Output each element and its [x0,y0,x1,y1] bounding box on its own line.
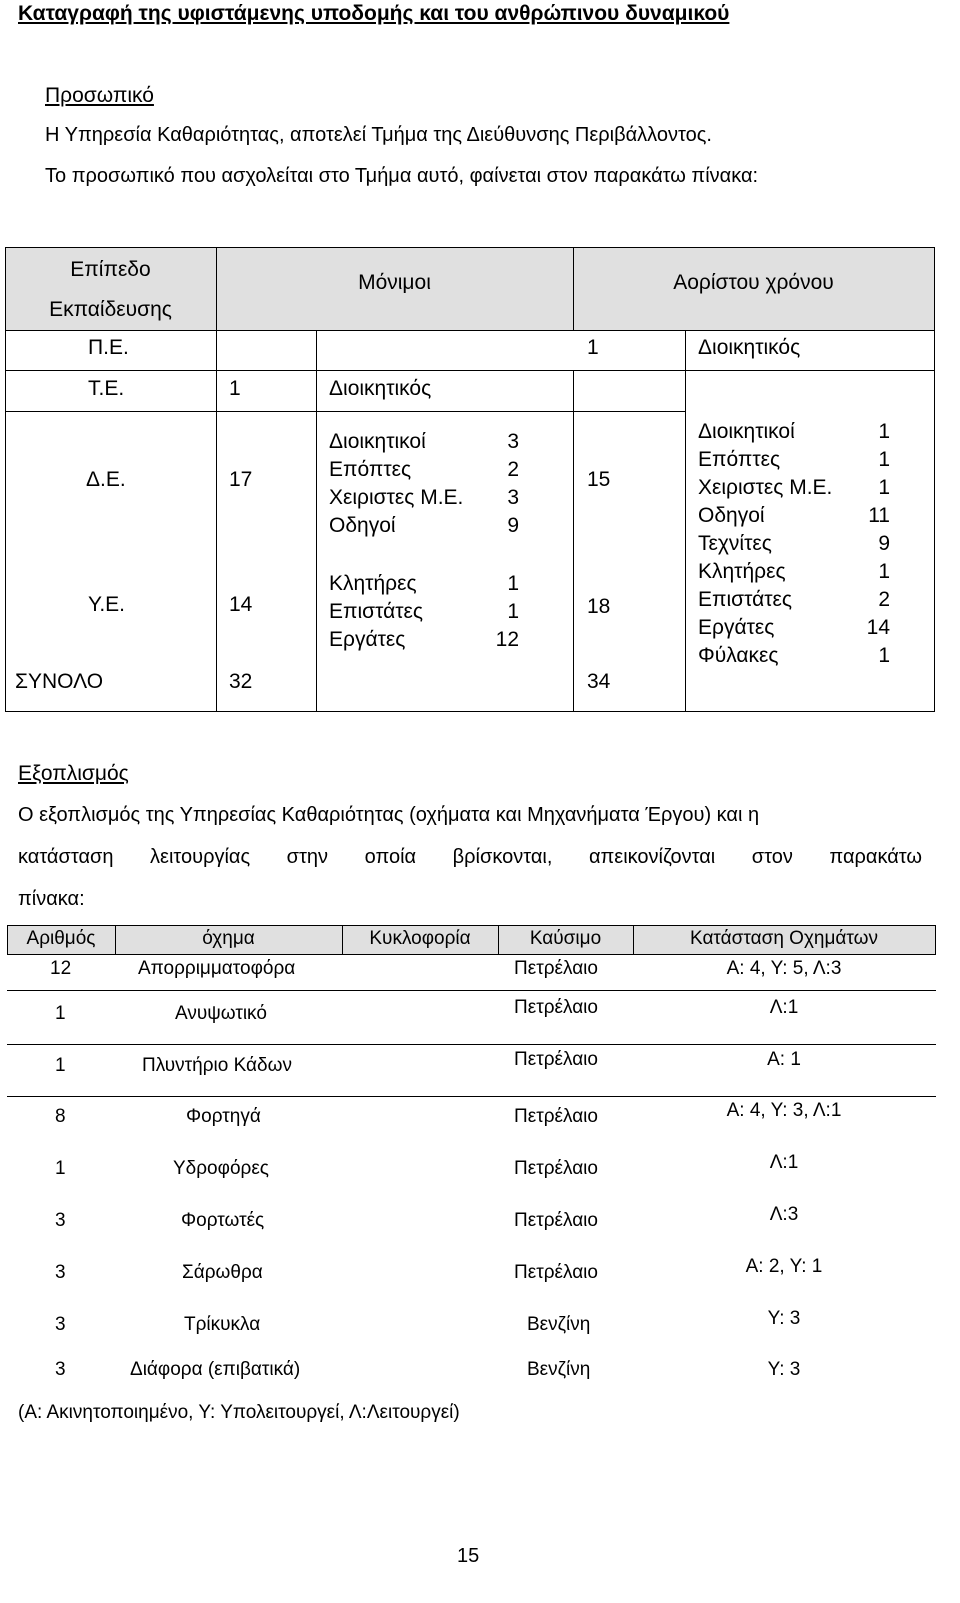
fixed-role-item: Διοικητικοί 1 [698,420,890,443]
status-legend: (Α: Ακινητοποιημένο, Υ: Υπολειτουργεί, Λ:Λειτουργεί) [18,1402,460,1423]
table-row-number: 3 [55,1262,66,1283]
row-ye-label: Υ.Ε. [88,593,125,616]
staff-subheading: Προσωπικό [45,84,154,107]
fixed-role-item: Επιστάτες 2 [698,588,890,611]
table-row-status: Α: 4, Υ: 3, Λ:1 [726,1100,842,1121]
row-de-count: 17 [229,468,253,491]
equipment-paragraph-line-3: πίνακα: [18,888,85,910]
page-number: 15 [457,1545,480,1567]
table-row-fuel: Πετρέλαιο [514,997,598,1018]
row-total-label: ΣΥΝΟΛΟ [15,670,104,693]
table-row-fuel: Βενζίνη [527,1314,591,1335]
de-role-item: Οδηγοί 9 [329,514,519,537]
table-row-vehicle: Διάφορα (επιβατικά) [130,1359,301,1380]
table-row-vehicle: Σάρωθρα [182,1262,263,1283]
de-role-item: Επόπτες 2 [329,458,519,481]
row-te-count: 1 [229,377,241,400]
fixed-role-item: Χειριστες Μ.Ε. 1 [698,476,890,499]
col-number: Αριθμός [26,928,96,949]
fixed-role-item: Εργάτες 14 [698,616,890,639]
row-te-label: Τ.Ε. [88,377,125,400]
fixed-role-item: Τεχνίτες 9 [698,532,890,555]
table-row-status: Α: 2, Υ: 1 [745,1256,823,1277]
col-status: Κατάσταση Οχημάτων [690,928,878,949]
fixed-role-item: Φύλακες 1 [698,644,890,667]
table-row-number: 1 [55,1158,66,1179]
table-row-number: 1 [55,1003,66,1024]
table-row-fuel: Πετρέλαιο [514,1262,598,1283]
row-pe-fixed-role: Διοικητικός [698,336,801,359]
col-vehicle: όχημα [202,928,255,949]
table-row-vehicle: Υδροφόρες [173,1158,269,1179]
header-fixed-term: Αορίστου χρόνου [673,271,834,294]
table-row-number: 3 [55,1314,66,1335]
table-row-status: Λ:3 [769,1204,799,1225]
col-fuel: Καύσιμο [529,928,602,949]
equipment-paragraph-line-1: Ο εξοπλισμός της Υπηρεσίας Καθαριότητας (οχήματα και Μηχανήματα Έργου) και η [18,804,760,826]
staff-paragraph-1: Η Υπηρεσία Καθαριότητας, αποτελεί Τμήμα της Διεύθυνσης Περιβάλλοντος. [45,124,712,146]
col-circulation: Κυκλοφορία [369,928,471,949]
table-row-fuel: Πετρέλαιο [514,1158,598,1179]
row-ye-fixed-count: 18 [587,595,611,618]
row-pe-label: Π.Ε. [88,336,129,359]
de-role-item: Διοικητικοί 3 [329,430,519,453]
equipment-subheading: Εξοπλισμός [18,762,129,785]
table-row-vehicle: Φορτηγά [186,1106,261,1127]
fixed-role-item: Οδηγοί 11 [698,504,890,527]
ye-role-item: Κλητήρες 1 [329,572,519,595]
fixed-role-item: Κλητήρες 1 [698,560,890,583]
row-ye-count: 14 [229,593,253,616]
table-row-fuel: Βενζίνη [527,1359,591,1380]
page-heading: Καταγραφή της υφιστάμενης υποδομής και του ανθρώπινου δυναμικού [18,2,730,25]
table-row-fuel: Πετρέλαιο [514,1049,598,1070]
table-row-vehicle: Τρίκυκλα [184,1314,261,1335]
table-row-status: Α: 1 [767,1049,801,1070]
row-de-fixed-count: 15 [587,468,611,491]
table-row-status: Υ: 3 [767,1359,801,1380]
row-de-label: Δ.Ε. [86,468,126,491]
table-row-fuel: Πετρέλαιο [514,958,598,979]
table-row-number: 8 [55,1106,66,1127]
table-row-number: 3 [55,1359,66,1380]
ye-role-item: Εργάτες 12 [329,628,519,651]
header-education-level: Επίπεδο Εκπαίδευσης [49,258,172,321]
table-row-number: 3 [55,1210,66,1231]
row-de-roles [329,428,519,540]
table-row-number: 1 [55,1055,66,1076]
table-row-vehicle: Ανυψωτικό [175,1003,267,1024]
row-total-fixed: 34 [587,670,611,693]
de-role-item: Χειριστες Μ.Ε. 3 [329,486,519,509]
fixed-term-roles [698,418,890,670]
table-row-status: Α: 4, Υ: 5, Λ:3 [726,958,842,979]
table-row-status: Υ: 3 [767,1308,801,1329]
equipment-paragraph-line-2: κατάσταση λειτουργίας στην οποία βρίσκονται, απεικονίζονται στον παρακάτω [18,846,922,868]
row-pe-fixed-count: 1 [587,336,599,359]
table-row-fuel: Πετρέλαιο [514,1210,598,1231]
table-row-status: Λ:1 [769,1152,799,1173]
table-row-vehicle: Απορριμματοφόρα [138,958,296,979]
fixed-role-item: Επόπτες 1 [698,448,890,471]
row-ye-roles [329,570,519,654]
table-row-vehicle: Φορτωτές [181,1210,265,1231]
header-permanent: Μόνιμοι [358,271,431,294]
table-row-status: Λ:1 [769,997,799,1018]
table-row-fuel: Πετρέλαιο [514,1106,598,1127]
row-total-permanent: 32 [229,670,253,693]
row-te-role: Διοικητικός [329,377,432,400]
table-row-vehicle: Πλυντήριο Κάδων [142,1055,292,1076]
table-row-number: 12 [50,958,72,979]
staff-paragraph-2: Το προσωπικό που ασχολείται στο Τμήμα αυτό, φαίνεται στον παρακάτω πίνακα: [45,165,759,187]
ye-role-item: Επιστάτες 1 [329,600,519,623]
